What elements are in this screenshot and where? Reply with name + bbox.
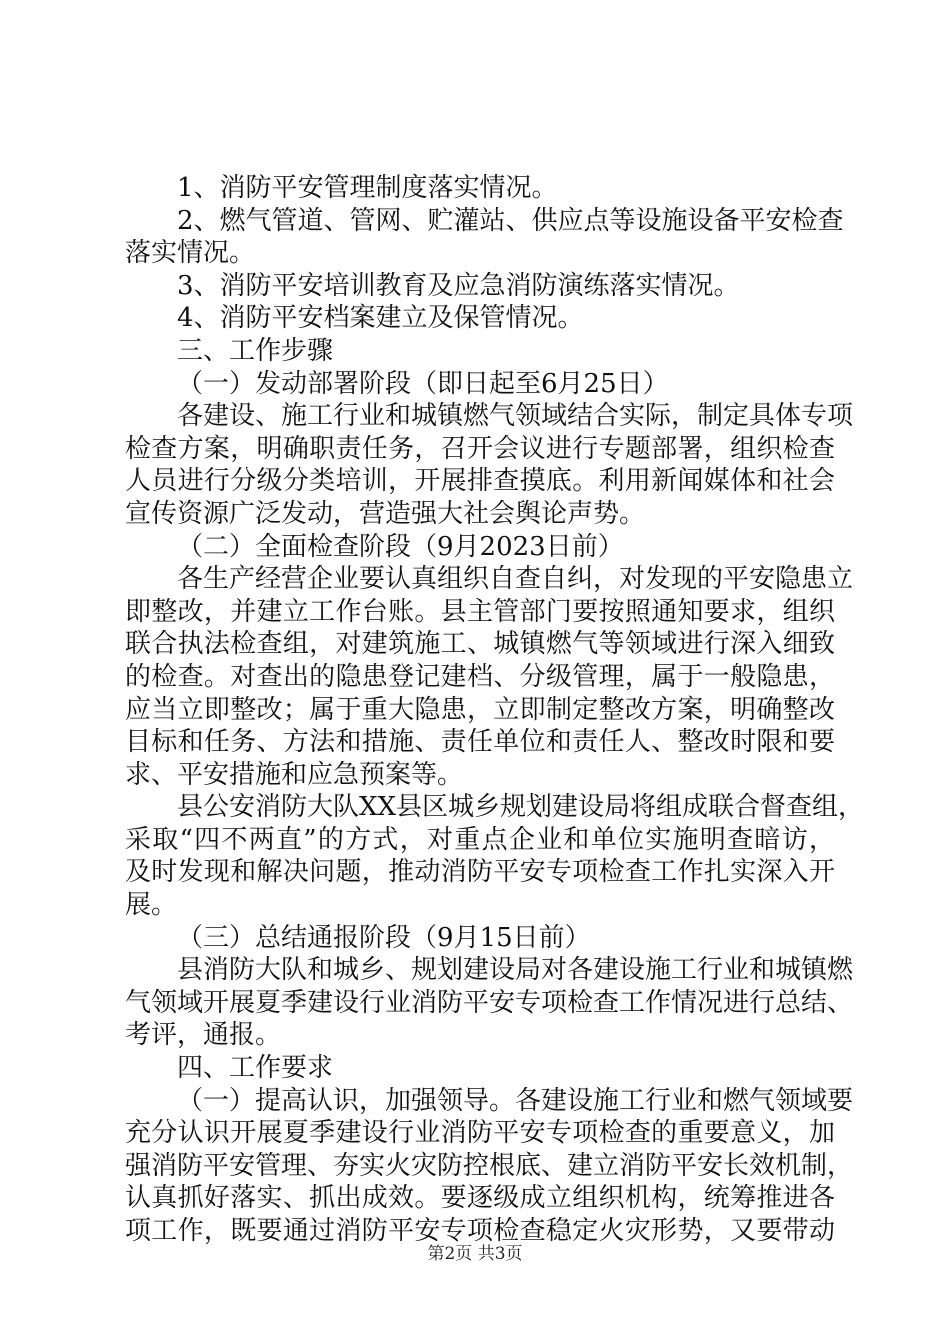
paragraph-line: 县公安消防大队XX县区城乡规划建设局将组成联合督查组， [177,792,865,823]
paragraph-line: 即整改，并建立工作台账。县主管部门要按照通知要求，组织 [125,596,835,627]
paragraph-line: 各生产经营企业要认真组织自查自纠，对发现的平安隐患立 [177,564,854,595]
subheading-2: （二）全面检查阶段（9月2023日前） [177,531,624,562]
list-item-3: 3、消防平安培训教育及应急消防演练落实情况。 [177,270,740,301]
paragraph-line: 展。 [125,890,178,921]
section-heading-4: 四、工作要求 [177,1053,334,1084]
paragraph-line: （一）提高认识，加强领导。各建设施工行业和燃气领域要 [177,1085,854,1116]
list-item-1: 1、消防平安管理制度落实情况。 [177,173,558,203]
paragraph-line: 应当立即整改；属于重大隐患，立即制定整改方案，明确整改 [125,694,835,725]
list-item-2-cont: 落实情况。 [125,238,256,269]
paragraph-line: 及时发现和解决问题，推动消防平安专项检查工作扎实深入开 [125,857,835,888]
paragraph-line: 县消防大队和城乡、规划建设局对各建设施工行业和城镇燃 [177,955,854,986]
paragraph-line: 项工作，既要通过消防平安专项检查稳定火灾形势，又要带动 [125,1216,835,1246]
paragraph-line: 考评，通报。 [125,1020,282,1051]
paragraph-line: 的检查。对查出的隐患登记建档、分级管理，属于一般隐患， [125,661,835,692]
paragraph-line: 认真抓好落实、抓出成效。要逐级成立组织机构，统筹推进各 [125,1183,835,1214]
paragraph-line: 采取“四不两直”的方式，对重点企业和单位实施明查暗访， [125,824,835,855]
paragraph-line: 宣传资源广泛发动，营造强大社会舆论声势。 [125,498,646,529]
paragraph-line: 强消防平安管理、夯实火灾防控根底、建立消防平安长效机制， [125,1150,854,1181]
paragraph-line: 气领域开展夏季建设行业消防平安专项检查工作情况进行总结、 [125,987,854,1018]
paragraph-line: 目标和任务、方法和措施、责任单位和责任人、整改时限和要 [125,727,835,758]
paragraph-line: 检查方案，明确职责任务，召开会议进行专题部署，组织检查 [125,433,835,464]
paragraph-line: 求、平安措施和应急预案等。 [125,759,464,790]
page-footer: 第2页 共3页 [427,1244,523,1264]
paragraph-line: 人员进行分级分类培训，开展排查摸底。利用新闻媒体和社会 [125,466,835,497]
section-heading-3: 三、工作步骤 [177,335,334,366]
subheading-1: （一）发动部署阶段（即日起至6月25日） [177,368,669,399]
paragraph-line: 各建设、施工行业和城镇燃气领域结合实际，制定具体专项 [177,401,854,432]
paragraph-line: 充分认识开展夏季建设行业消防平安专项检查的重要意义，加 [125,1118,835,1149]
list-item-2: 2、燃气管道、管网、贮灌站、供应点等设施设备平安检查 [177,205,844,236]
paragraph-line: 联合执法检查组，对建筑施工、城镇燃气等领域进行深入细致 [125,629,835,660]
document-body [125,172,865,1248]
subheading-3: （三）总结通报阶段（9月15日前） [177,922,591,953]
list-item-4: 4、消防平安档案建立及保管情况。 [177,303,584,334]
